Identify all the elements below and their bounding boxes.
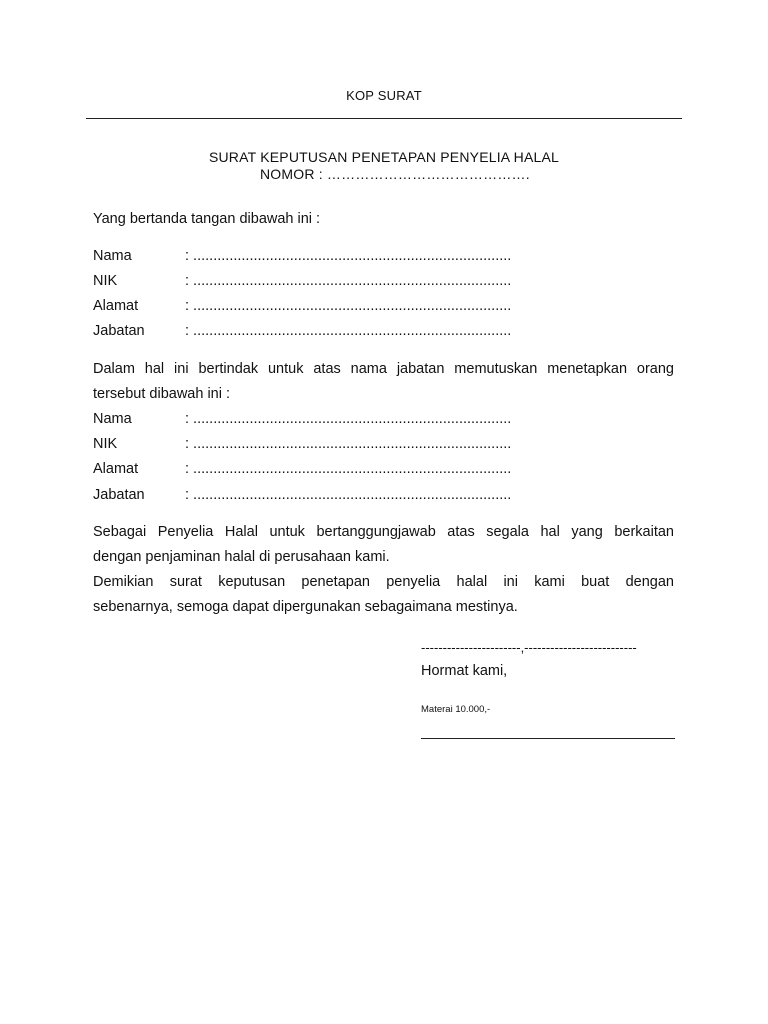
letterhead-divider: [86, 118, 682, 119]
appointee-alamat-label: Alamat: [93, 461, 139, 477]
signer-jabatan-value: : ...............................................................................: [185, 323, 512, 339]
signer-name-label: Nama: [93, 248, 132, 264]
signer-alamat-label: Alamat: [93, 298, 139, 314]
document-number: NOMOR : …………………………………….: [260, 166, 530, 182]
appointee-jabatan-label: Jabatan: [93, 487, 145, 503]
appointee-jabatan-value: : ...............................................................................: [185, 487, 512, 503]
signer-nik-value: : ...............................................................................: [185, 273, 512, 289]
closing-line-2: sebenarnya, semoga dapat dipergunakan sebagaimana mestinya.: [93, 599, 518, 615]
closing-line-1: Demikian surat keputusan penetapan penyelia halal ini kami buat dengan: [93, 574, 674, 590]
signer-nik-label: NIK: [93, 273, 118, 289]
stamp-duty-note: Materai 10.000,-: [421, 704, 491, 715]
appointee-name-label: Nama: [93, 411, 132, 427]
signature-line: [421, 738, 675, 739]
signature-greeting: Hormat kami,: [421, 663, 508, 679]
appointee-alamat-value: : ...............................................................................: [185, 461, 512, 477]
responsibility-paragraph: [93, 524, 674, 540]
signer-name-value: : ...............................................................................: [185, 248, 512, 264]
decision-paragraph: [93, 361, 674, 377]
intro-text: Yang bertanda tangan dibawah ini :: [93, 211, 321, 227]
responsibility-line-2: dengan penjaminan halal di perusahaan kami.: [93, 549, 390, 565]
decision-line-2: tersebut dibawah ini :: [93, 386, 231, 402]
appointee-name-value: : ...............................................................................: [185, 411, 512, 427]
place-date-placeholder: -----------------------,--------------------------: [421, 640, 637, 655]
decision-line-1: Dalam hal ini bertindak untuk atas nama jabatan memutuskan menetapkan orang: [93, 361, 674, 377]
responsibility-line-1: Sebagai Penyelia Halal untuk bertanggungjawab atas segala hal yang berkaitan: [93, 524, 674, 540]
appointee-nik-label: NIK: [93, 436, 118, 452]
closing-paragraph: [93, 574, 674, 590]
signer-jabatan-label: Jabatan: [93, 323, 145, 339]
document-title: SURAT KEPUTUSAN PENETAPAN PENYELIA HALAL: [208, 149, 560, 165]
appointee-nik-value: : ...............................................................................: [185, 436, 512, 452]
letterhead-placeholder: KOP SURAT: [346, 88, 422, 103]
signer-alamat-value: : ...............................................................................: [185, 298, 512, 314]
